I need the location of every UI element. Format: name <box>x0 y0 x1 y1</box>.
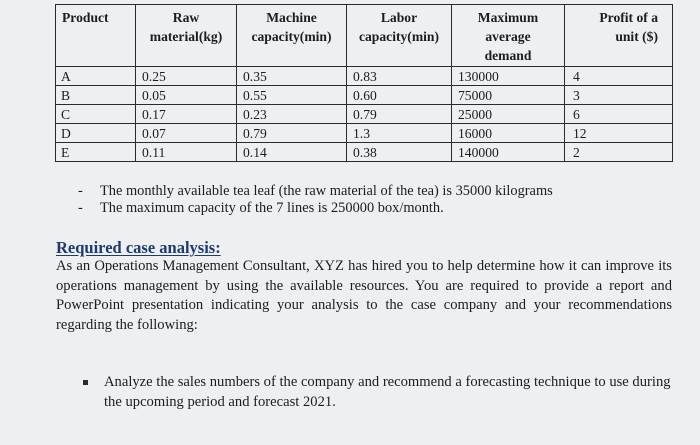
note-text: The maximum capacity of the 7 lines is 250000 box/month. <box>100 200 444 216</box>
cell-labor-capacity: 0.83 <box>347 67 452 86</box>
cell-product: C <box>56 105 136 124</box>
table-row <box>56 86 673 105</box>
case-paragraph: As an Operations Management Consultant, XYZ has hired you to help determine how it can improve its operations management by using the available resources. You are required to provide a report and PowerPoint presentation indicating your analysis to the case company and your recommendations regarding the following: <box>56 258 672 333</box>
section-heading: Required case analysis: <box>56 238 221 257</box>
square-bullet-icon <box>83 380 88 385</box>
cell-machine-capacity: 0.23 <box>237 105 347 124</box>
header-product: Product <box>56 5 136 67</box>
cell-machine-capacity: 0.79 <box>237 124 347 143</box>
product-data-table <box>55 4 673 162</box>
table-row <box>56 143 673 162</box>
cell-demand: 140000 <box>452 143 565 162</box>
table-row <box>56 67 673 86</box>
cell-machine-capacity: 0.35 <box>237 67 347 86</box>
table-row <box>56 124 673 143</box>
table-row <box>56 105 673 124</box>
cell-raw-material: 0.25 <box>136 67 237 86</box>
cell-product: A <box>56 67 136 86</box>
header-raw-material: Raw material(kg) <box>136 5 237 67</box>
cell-profit: 4 <box>565 67 673 86</box>
cell-demand: 25000 <box>452 105 565 124</box>
cell-profit: 12 <box>565 124 673 143</box>
table-header-row <box>56 5 673 67</box>
note-text: The monthly available tea leaf (the raw material of the tea) is 35000 kilograms <box>100 183 553 199</box>
cell-raw-material: 0.11 <box>136 143 237 162</box>
cell-labor-capacity: 0.60 <box>347 86 452 105</box>
header-maximum-average-demand: Maximum average demand <box>452 5 565 67</box>
cell-product: E <box>56 143 136 162</box>
cell-raw-material: 0.05 <box>136 86 237 105</box>
cell-demand: 75000 <box>452 86 565 105</box>
cell-product: B <box>56 86 136 105</box>
note-item <box>78 183 553 200</box>
cell-demand: 130000 <box>452 67 565 86</box>
task-text: Analyze the sales numbers of the company and recommend a forecasting technique to use during the upcoming period and forecast 2021. <box>104 374 671 410</box>
task-item <box>83 373 673 412</box>
header-labor-capacity: Labor capacity(min) <box>347 5 452 67</box>
note-item <box>78 200 553 217</box>
cell-raw-material: 0.07 <box>136 124 237 143</box>
cell-demand: 16000 <box>452 124 565 143</box>
constraint-notes <box>78 183 553 217</box>
cell-profit: 6 <box>565 105 673 124</box>
cell-profit: 2 <box>565 143 673 162</box>
cell-raw-material: 0.17 <box>136 105 237 124</box>
dash-marker: - <box>78 183 83 199</box>
cell-product: D <box>56 124 136 143</box>
cell-machine-capacity: 0.14 <box>237 143 347 162</box>
cell-machine-capacity: 0.55 <box>237 86 347 105</box>
cell-labor-capacity: 0.38 <box>347 143 452 162</box>
header-machine-capacity: Machine capacity(min) <box>237 5 347 67</box>
cell-labor-capacity: 1.3 <box>347 124 452 143</box>
cell-profit: 3 <box>565 86 673 105</box>
dash-marker: - <box>78 200 83 216</box>
header-profit-per-unit: Profit of a unit ($) <box>565 5 673 67</box>
cell-labor-capacity: 0.79 <box>347 105 452 124</box>
